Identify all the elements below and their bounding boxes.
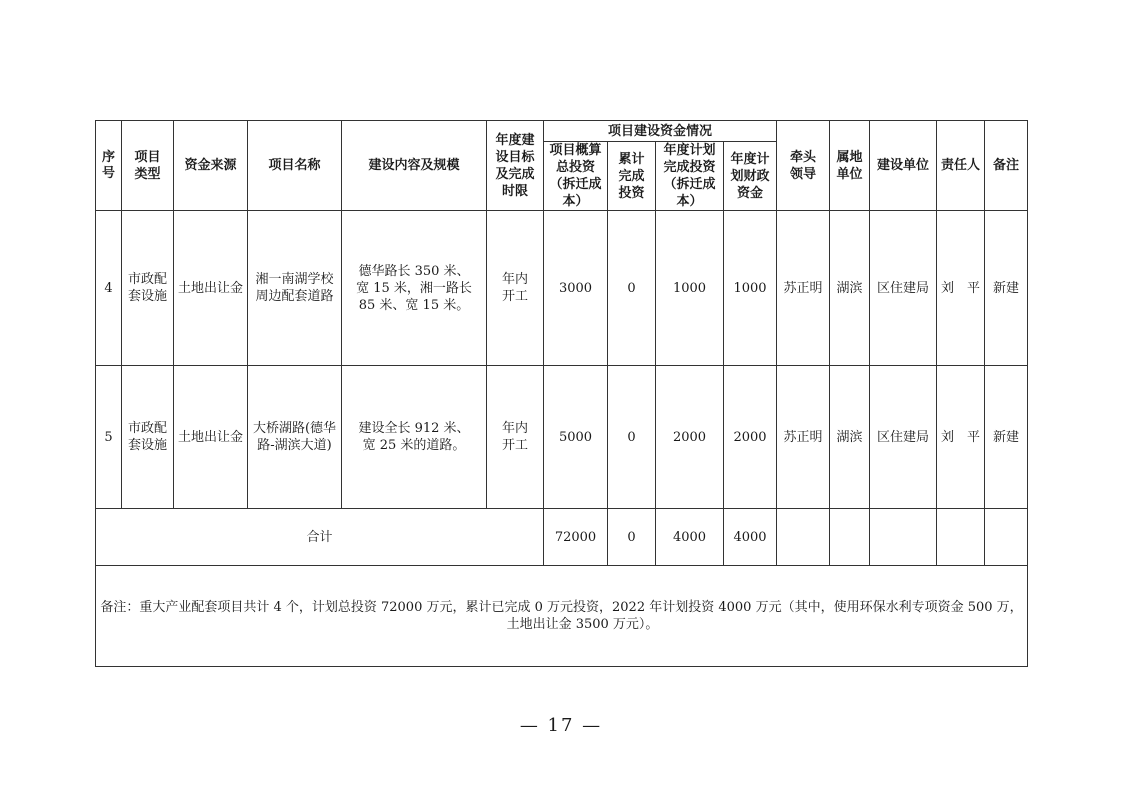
header-cumulative: 累计完成投资 — [608, 142, 656, 211]
cell-fund-source: 土地出让金 — [174, 366, 248, 509]
header-leader: 牵头领导 — [777, 121, 830, 211]
cell-goal: 年内开工 — [487, 366, 544, 509]
cell-name: 大桥湖路(德华路-湖滨大道) — [248, 366, 342, 509]
cell-content: 建设全长 912 米、宽 25 米的道路。 — [342, 366, 487, 509]
header-total-invest: 项目概算总投资（拆迁成本） — [544, 142, 608, 211]
total-label: 合计 — [96, 509, 544, 566]
total-empty-leader — [777, 509, 830, 566]
cell-annual-plan: 1000 — [656, 211, 724, 366]
cell-name: 湘一南湖学校周边配套道路 — [248, 211, 342, 366]
cell-leader: 苏正明 — [777, 366, 830, 509]
total-empty-person — [937, 509, 985, 566]
cell-content: 德华路长 350 米、宽 15 米，湘一路长 85 米、宽 15 米。 — [342, 211, 487, 366]
header-region: 属地单位 — [830, 121, 870, 211]
header-content: 建设内容及规模 — [342, 121, 487, 211]
cell-unit: 区住建局 — [870, 211, 937, 366]
note-cell — [96, 566, 1028, 667]
cell-total-invest: 5000 — [544, 366, 608, 509]
total-empty-region — [830, 509, 870, 566]
note-line-1: 备注：重大产业配套项目共计 4 个，计划总投资 72000 万元，累计已完成 0 万元投资，2022 年计划投资 4000 万元（其中，使用环保水利专项资金 500 万， — [100, 600, 1023, 615]
total-cumulative: 0 — [608, 509, 656, 566]
cell-cumulative: 0 — [608, 211, 656, 366]
cell-annual-plan: 2000 — [656, 366, 724, 509]
cell-fund-source: 土地出让金 — [174, 211, 248, 366]
header-annual-plan: 年度计划完成投资（拆迁成本） — [656, 142, 724, 211]
header-type: 项目类型 — [122, 121, 174, 211]
cell-cumulative: 0 — [608, 366, 656, 509]
cell-region: 湖滨 — [830, 366, 870, 509]
cell-total-invest: 3000 — [544, 211, 608, 366]
header-fund-source: 资金来源 — [174, 121, 248, 211]
cell-annual-fiscal: 1000 — [724, 211, 777, 366]
header-seq: 序号 — [96, 121, 122, 211]
cell-seq: 4 — [96, 211, 122, 366]
cell-goal: 年内开工 — [487, 211, 544, 366]
header-goal: 年度建设目标及完成时限 — [487, 121, 544, 211]
cell-person: 刘 平 — [937, 211, 985, 366]
cell-annual-fiscal: 2000 — [724, 366, 777, 509]
project-table — [95, 120, 1028, 667]
total-row — [96, 509, 1028, 566]
cell-type: 市政配套设施 — [122, 211, 174, 366]
total-annual-plan: 4000 — [656, 509, 724, 566]
cell-type: 市政配套设施 — [122, 366, 174, 509]
header-annual-fiscal: 年度计划财政资金 — [724, 142, 777, 211]
table-row — [96, 211, 1028, 366]
table-row — [96, 366, 1028, 509]
note-row — [96, 566, 1028, 667]
header-person: 责任人 — [937, 121, 985, 211]
cell-region: 湖滨 — [830, 211, 870, 366]
cell-unit: 区住建局 — [870, 366, 937, 509]
page-number: — 17 — — [519, 715, 603, 736]
total-empty-remark — [985, 509, 1028, 566]
cell-seq: 5 — [96, 366, 122, 509]
header-remark: 备注 — [985, 121, 1028, 211]
cell-remark: 新建 — [985, 366, 1028, 509]
header-row-1 — [96, 121, 1028, 142]
total-invest: 72000 — [544, 509, 608, 566]
cell-person: 刘 平 — [937, 366, 985, 509]
cell-remark: 新建 — [985, 211, 1028, 366]
cell-leader: 苏正明 — [777, 211, 830, 366]
header-unit: 建设单位 — [870, 121, 937, 211]
header-funding-group: 项目建设资金情况 — [544, 121, 777, 142]
total-empty-unit — [870, 509, 937, 566]
total-annual-fiscal: 4000 — [724, 509, 777, 566]
note-line-2: 土地出让金 3500 万元）。 — [506, 617, 659, 632]
header-name: 项目名称 — [248, 121, 342, 211]
